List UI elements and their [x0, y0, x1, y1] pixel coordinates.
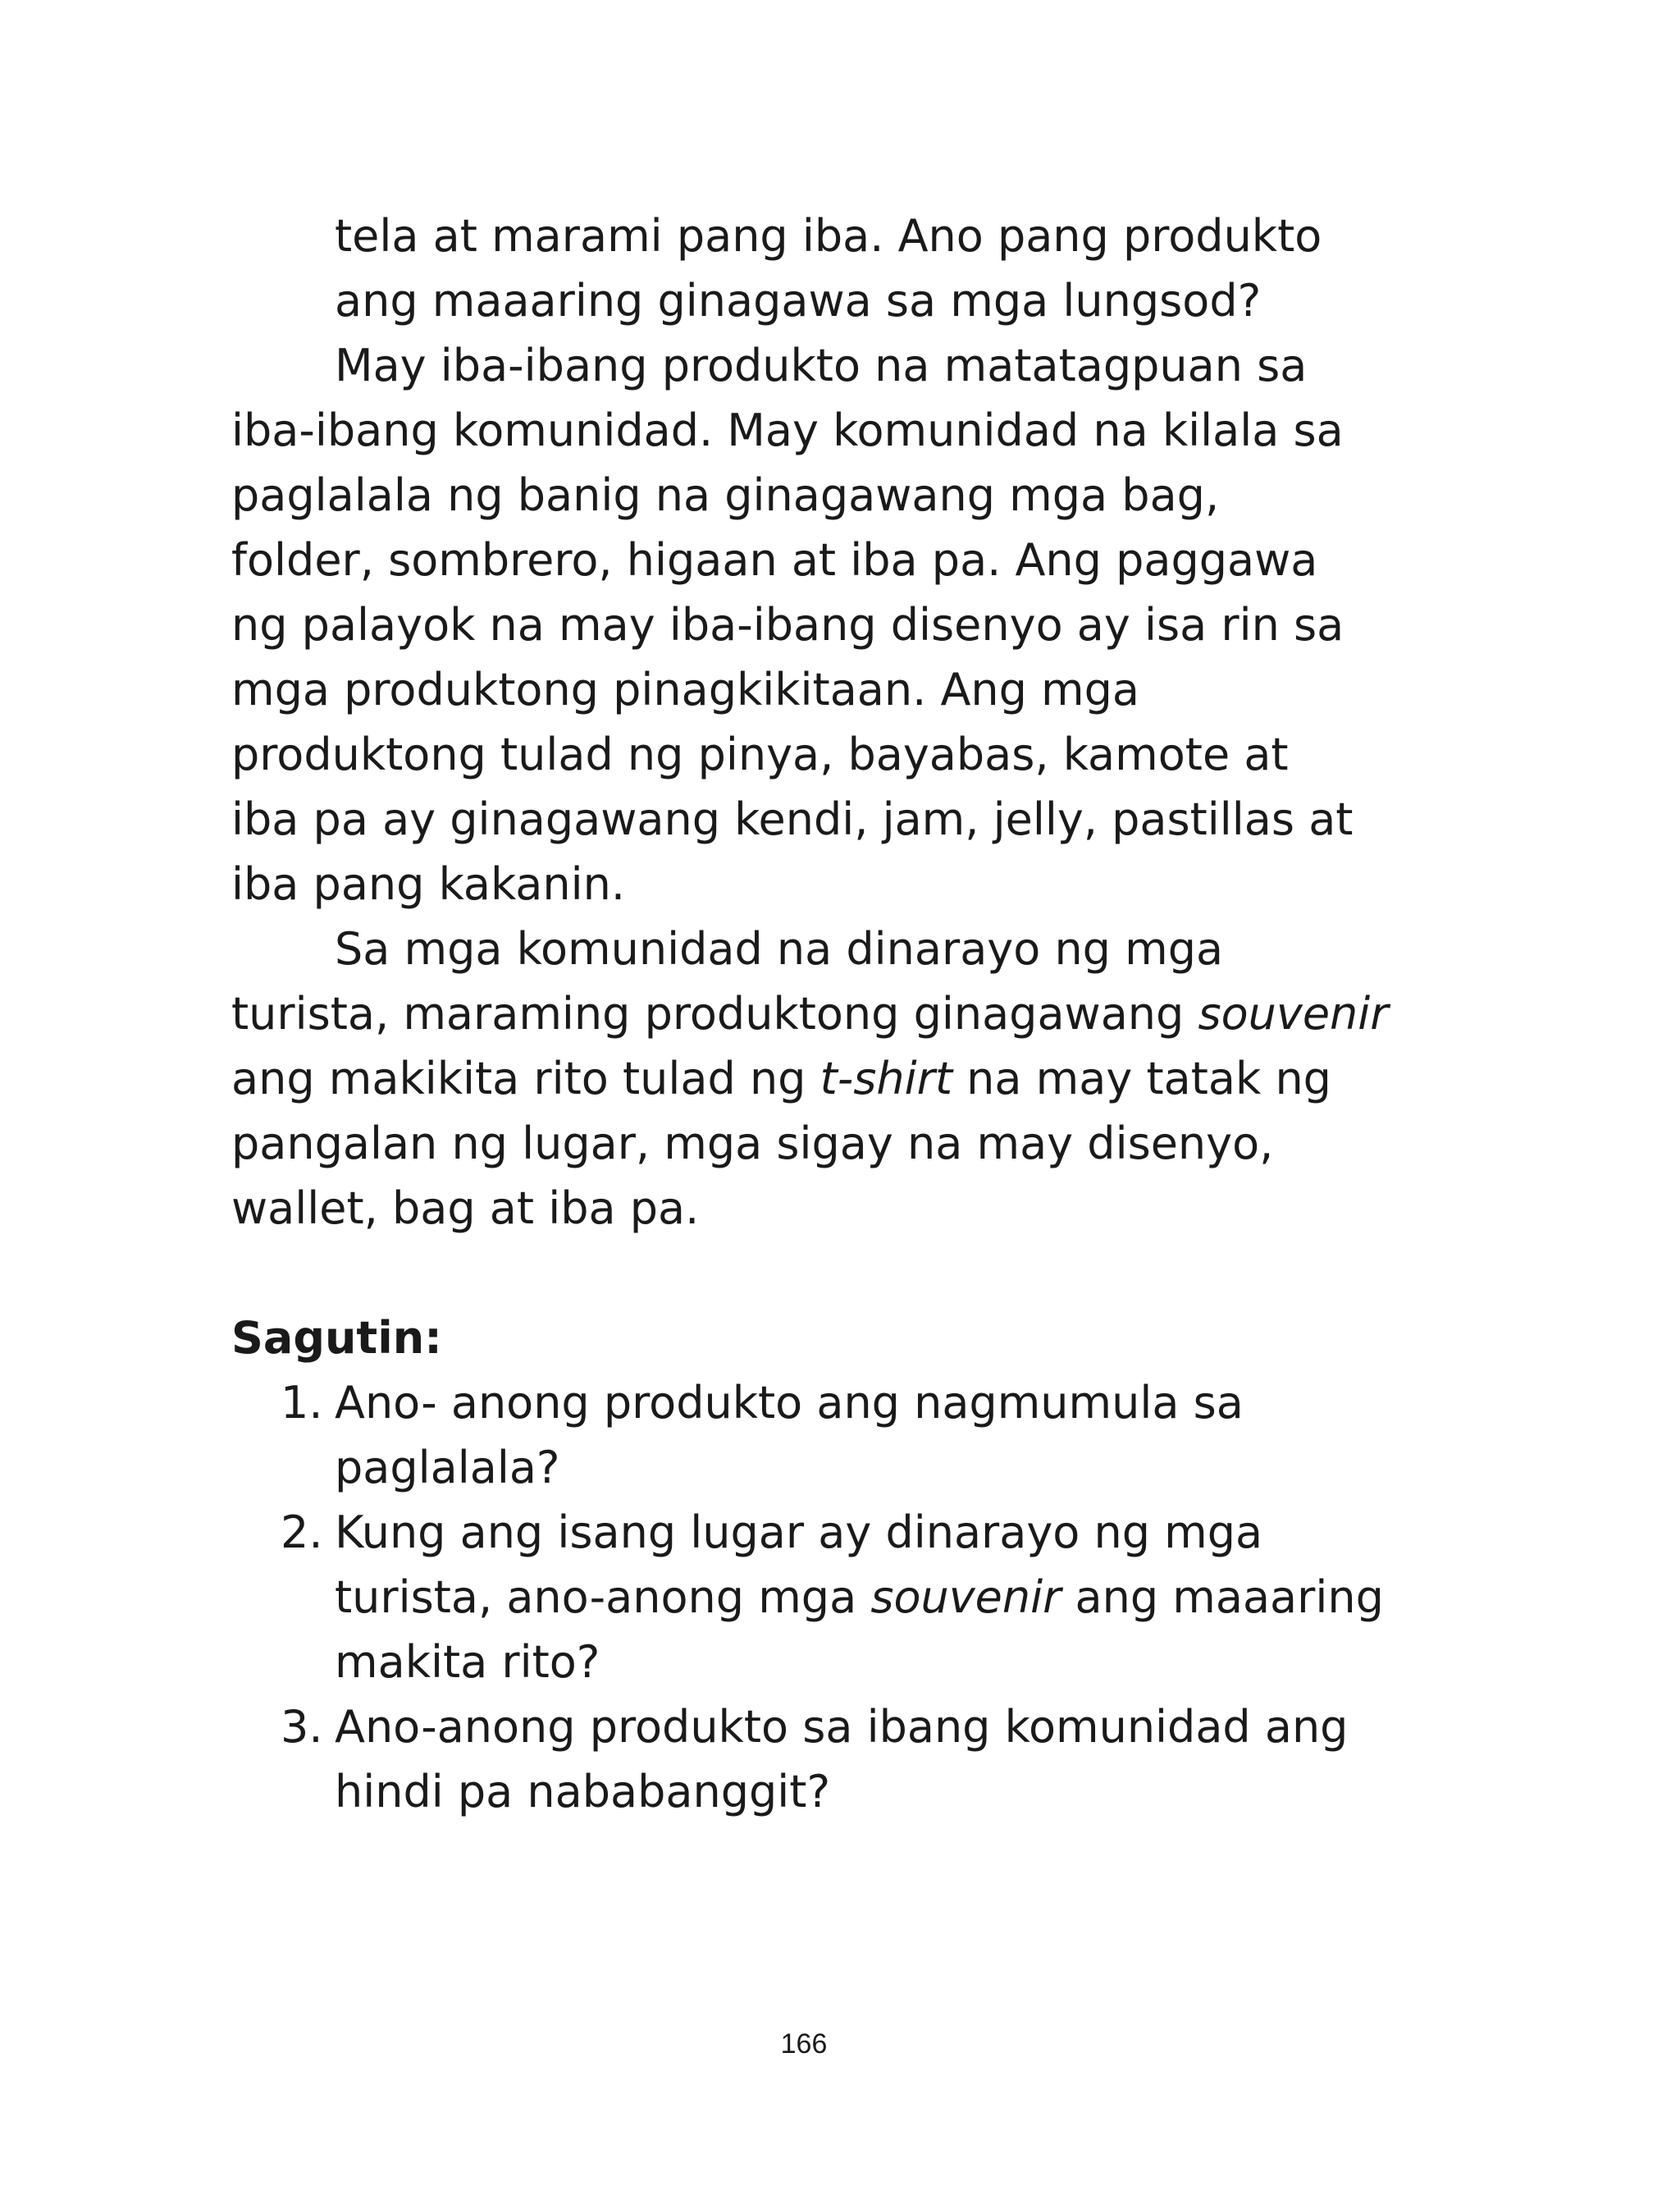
- passage-line: tela at marami pang iba. Ano pang produkto: [335, 210, 1322, 262]
- passage-line: iba pa ay ginagawang kendi, jam, jelly, pastillas at: [231, 793, 1354, 845]
- passage-text: na may tatak ng: [952, 1053, 1331, 1104]
- question-continuation: [231, 1435, 1445, 1500]
- passage-line: mga produktong pinagkikitaan. Ang mga: [231, 664, 1140, 716]
- section-heading: Sagutin:: [231, 1312, 442, 1364]
- passage-line: [231, 981, 1445, 1046]
- passage-line: produktong tulad ng pinya, bayabas, kamote at: [231, 729, 1289, 780]
- passage-line: ng palayok na may iba-ibang disenyo ay isa rin sa: [231, 599, 1344, 651]
- question-text: paglalala?: [335, 1442, 560, 1493]
- italic-term: t-shirt: [819, 1053, 953, 1104]
- question-text: hindi pa nababanggit?: [335, 1766, 831, 1817]
- question-continuation: [231, 1759, 1445, 1824]
- question-text: Kung ang isang lugar ay dinarayo ng mga: [335, 1506, 1263, 1558]
- passage-line: pangalan ng lugar, mga sigay na may disenyo,: [231, 1118, 1274, 1169]
- passage-line: ang maaaring ginagawa sa mga lungsod?: [335, 275, 1262, 327]
- italic-term: souvenir: [1198, 988, 1389, 1040]
- passage-line: iba-ibang komunidad. May komunidad na kilala sa: [231, 405, 1344, 456]
- question-text: Ano- anong produkto ang nagmumula sa: [335, 1377, 1244, 1429]
- question-text: turista, ano-anong mga: [335, 1571, 871, 1623]
- passage-text: ang makikita rito tulad ng: [231, 1053, 820, 1104]
- passage-line: [231, 1046, 1445, 1111]
- body-text: [231, 203, 1445, 1824]
- passage-line: paglalala ng banig na ginagawang mga bag,: [231, 469, 1220, 521]
- passage-line: Sa mga komunidad na dinarayo ng mga: [335, 923, 1224, 975]
- question-continuation: [231, 1630, 1445, 1694]
- passage-text: turista, maraming produktong ginagawang: [231, 988, 1198, 1040]
- italic-term: souvenir: [870, 1571, 1061, 1623]
- question-item: [231, 1694, 1445, 1759]
- question-number: 3.: [281, 1701, 323, 1753]
- passage-line: wallet, bag at iba pa.: [231, 1182, 700, 1234]
- spacer: [231, 1241, 1445, 1305]
- passage-line: iba pang kakanin.: [231, 858, 626, 910]
- question-text: ang maaaring: [1061, 1571, 1384, 1623]
- question-text: makita rito?: [335, 1636, 600, 1688]
- question-text: Ano-anong produkto sa ibang komunidad ang: [335, 1701, 1349, 1753]
- question-number: 1.: [281, 1377, 323, 1429]
- question-item: [231, 1370, 1445, 1435]
- page-number: 166: [780, 2028, 828, 2060]
- question-number: 2.: [281, 1506, 323, 1558]
- question-continuation: [231, 1565, 1445, 1630]
- question-item: [231, 1500, 1445, 1565]
- passage-line: May iba-ibang produkto na matatagpuan sa: [335, 340, 1308, 391]
- passage-line: folder, sombrero, higaan at iba pa. Ang paggawa: [231, 534, 1318, 586]
